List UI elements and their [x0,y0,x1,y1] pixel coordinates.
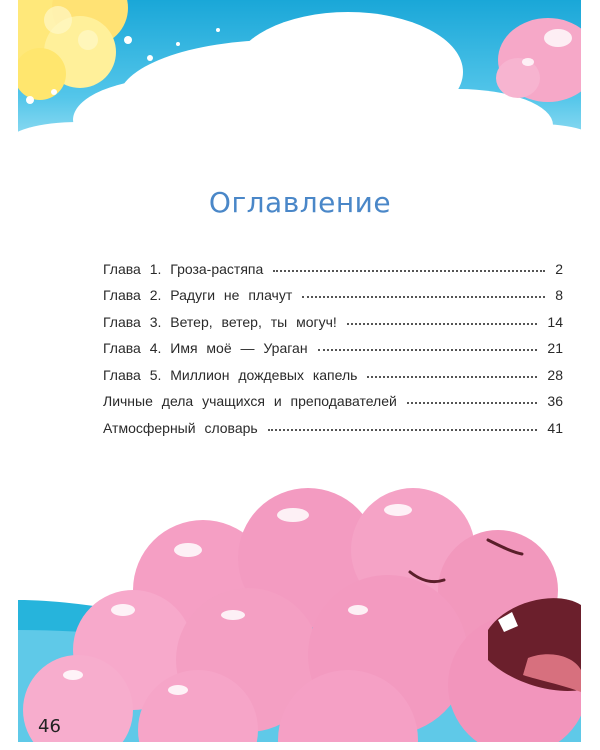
pink-blob [496,18,581,102]
toc-entry[interactable] [103,303,563,330]
dot-leader [318,349,538,351]
page-number: 46 [38,716,61,737]
toc-entry-page: 8 [555,287,563,303]
toc-entry-page: 41 [547,419,563,436]
dot-leader [347,323,538,325]
toc-entry[interactable] [103,330,563,357]
toc-entry[interactable] [103,383,563,410]
toc-entry[interactable] [103,277,563,304]
table-of-contents [103,250,563,436]
toc-entry-title: Атмосферный словарь [103,419,258,436]
toc-entry-title: Глава 4. Имя моё — Ураган [103,340,308,356]
page-bottom-edge [18,742,581,750]
dot-leader [302,296,545,298]
toc-entry-page: 2 [555,260,563,277]
dot-leader [268,429,538,431]
toc-entry[interactable] [103,409,563,436]
pink-cloud-body [23,488,581,750]
toc-entry-page: 28 [547,366,563,383]
yellow-cloud [18,0,128,100]
toc-entry-page: 14 [547,313,563,330]
dot-leader [273,270,545,272]
toc-entry-page: 36 [547,393,563,409]
toc-entry-title: Глава 2. Радуги не плачут [103,287,293,303]
dot-leader [407,402,538,404]
toc-entry-title: Глава 3. Ветер, ветер, ты могуч! [103,313,337,330]
toc-entry-title: Глава 5. Миллион дождевых капель [103,366,358,383]
pink-cloud-character [18,480,581,750]
dot-leader [367,376,537,378]
toc-entry[interactable] [103,356,563,383]
toc-entry-title: Личные дела учащихся и преподавателей [103,393,397,409]
toc-entry[interactable] [103,250,563,277]
top-illustration [18,0,581,160]
toc-title: Оглавление [208,186,392,219]
toc-entry-title: Глава 1. Гроза-растяпа [103,260,264,277]
toc-entry-page: 21 [547,340,563,356]
